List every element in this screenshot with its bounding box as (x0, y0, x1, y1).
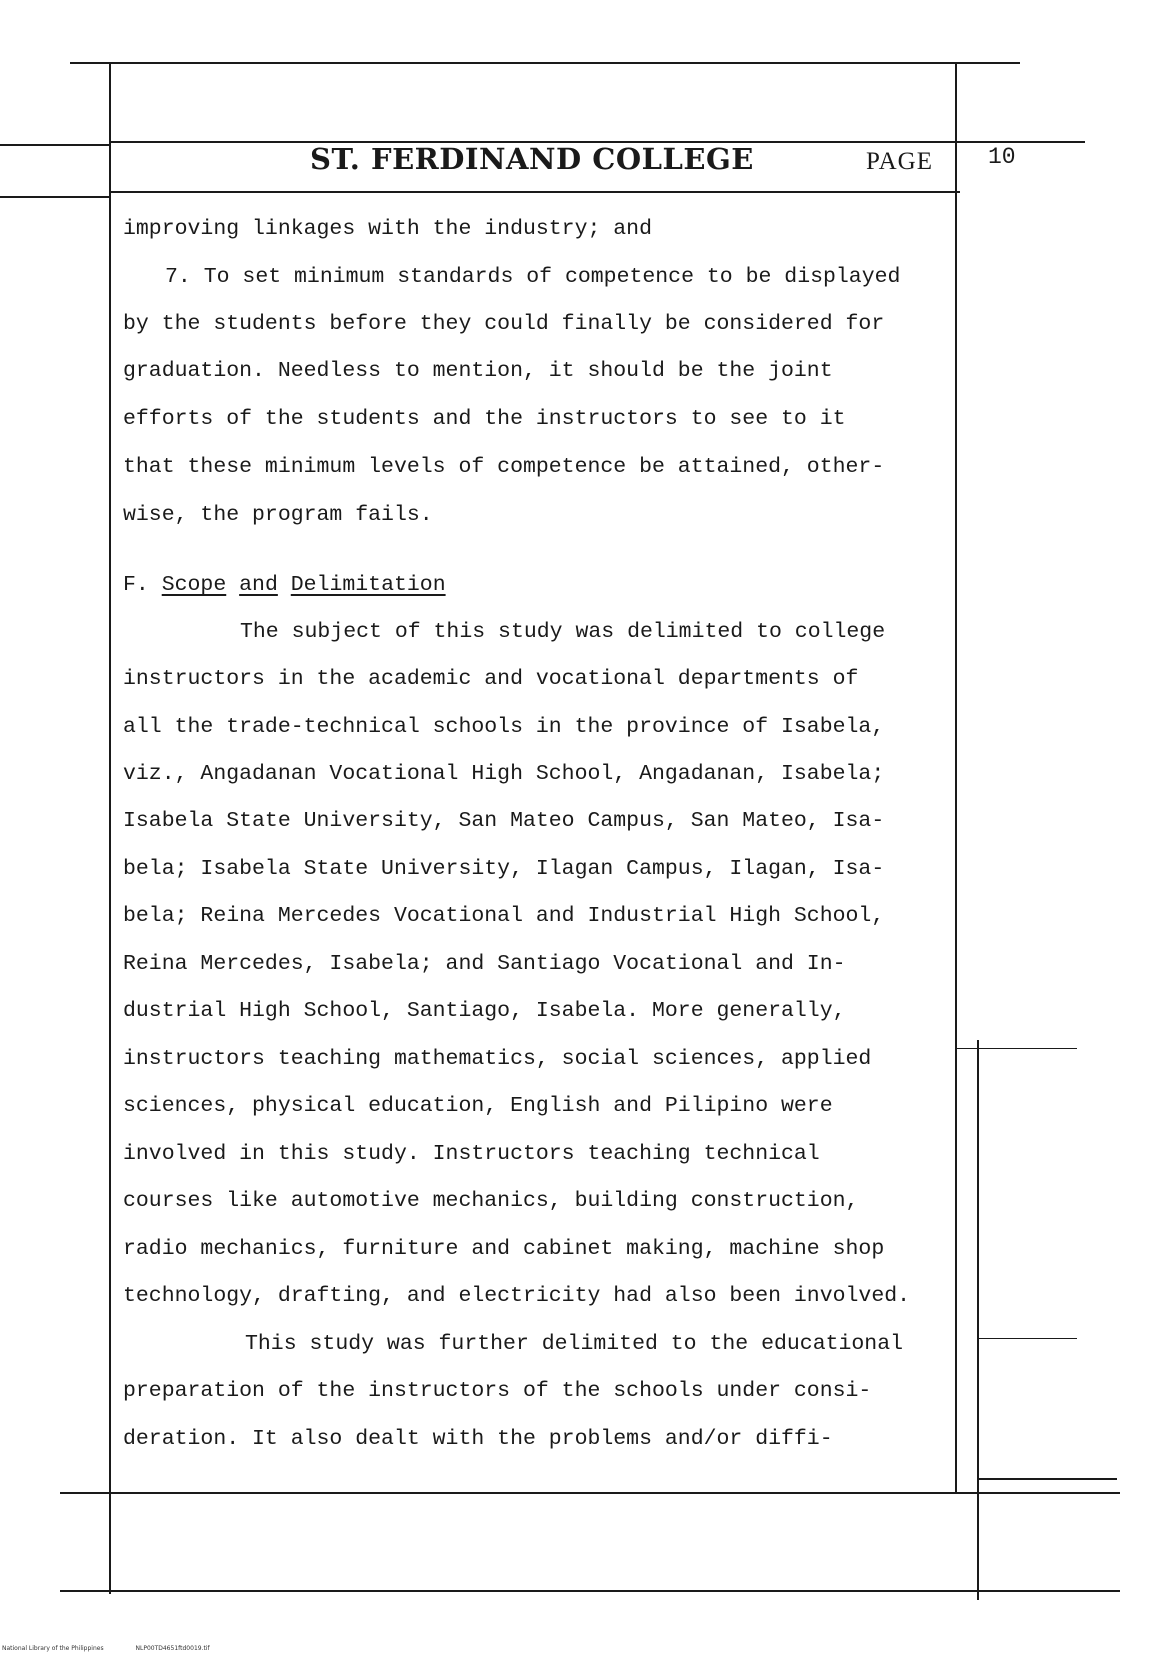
text-line: The subject of this study was delimited to college (240, 620, 886, 644)
top-rule (70, 62, 1020, 64)
left-margin-rule (109, 64, 111, 1594)
text-line: courses like automotive mechanics, building construction, (123, 1189, 859, 1213)
text-line: This study was further delimited to the educational (245, 1332, 904, 1356)
page-label: PAGE (866, 148, 933, 175)
header-bottom-rule-left (0, 196, 110, 198)
text-line: sciences, physical education, English and Pilipino were (123, 1094, 833, 1118)
text-line: deration. It also dealt with the problems and/or diffi- (123, 1427, 833, 1451)
footer-file-id: NLP00TD4651ftd0019.tif (135, 1645, 210, 1652)
text-line: bela; Isabela State University, Ilagan Campus, Ilagan, Isa- (123, 857, 885, 881)
bottom-rule-right (977, 1478, 1117, 1480)
section-heading-word: Delimitation (290, 573, 446, 597)
section-heading (123, 575, 446, 597)
right-outer-rule (977, 1040, 979, 1600)
text-line: technology, drafting, and electricity had also been involved. (123, 1284, 911, 1308)
header-bottom-rule (110, 191, 960, 193)
text-line: efforts of the students and the instructors to see to it (123, 407, 846, 431)
bottom-rule (60, 1492, 1120, 1494)
text-line: Reina Mercedes, Isabela; and Santiago Vocational and In- (123, 952, 846, 976)
text-line: wise, the program fails. (123, 503, 433, 527)
text-line: 7. To set minimum standards of competence to be displayed (165, 265, 901, 289)
text-line: Isabela State University, San Mateo Campus, San Mateo, Isa- (123, 809, 885, 833)
text-line: graduation. Needless to mention, it should be the joint (123, 359, 833, 383)
text-line: by the students before they could finally be considered for (123, 312, 885, 336)
text-line: involved in this study. Instructors teaching technical (123, 1142, 820, 1166)
text-line: improving linkages with the industry; and (123, 217, 652, 241)
text-line: radio mechanics, furniture and cabinet making, machine shop (123, 1237, 885, 1261)
text-line: preparation of the instructors of the schools under consi- (123, 1379, 872, 1403)
section-heading-prefix: F. (123, 573, 149, 597)
institution-title: ST. FERDINAND COLLEGE (310, 142, 754, 176)
text-line: bela; Reina Mercedes Vocational and Industrial High School, (123, 904, 885, 928)
text-line: instructors teaching mathematics, social sciences, applied (123, 1047, 872, 1071)
right-tick-2 (977, 1338, 1077, 1339)
text-line: that these minimum levels of competence be attained, other- (123, 455, 885, 479)
footer-source: National Library of the Philippines (2, 1645, 104, 1652)
text-line: viz., Angadanan Vocational High School, Angadanan, Isabela; (123, 762, 885, 786)
right-tick-1 (957, 1048, 1077, 1049)
section-heading-word: and (239, 573, 278, 597)
header-top-rule-left (0, 144, 110, 146)
text-line: dustrial High School, Santiago, Isabela. More generally, (123, 999, 846, 1023)
footer-rule (60, 1590, 1120, 1592)
page-number: 10 (988, 144, 1016, 170)
section-heading-word: Scope (161, 573, 227, 597)
scan-footer (2, 1645, 240, 1652)
text-line: instructors in the academic and vocational departments of (123, 667, 859, 691)
right-margin-rule (955, 62, 957, 1492)
text-line: all the trade-technical schools in the province of Isabela, (123, 715, 885, 739)
